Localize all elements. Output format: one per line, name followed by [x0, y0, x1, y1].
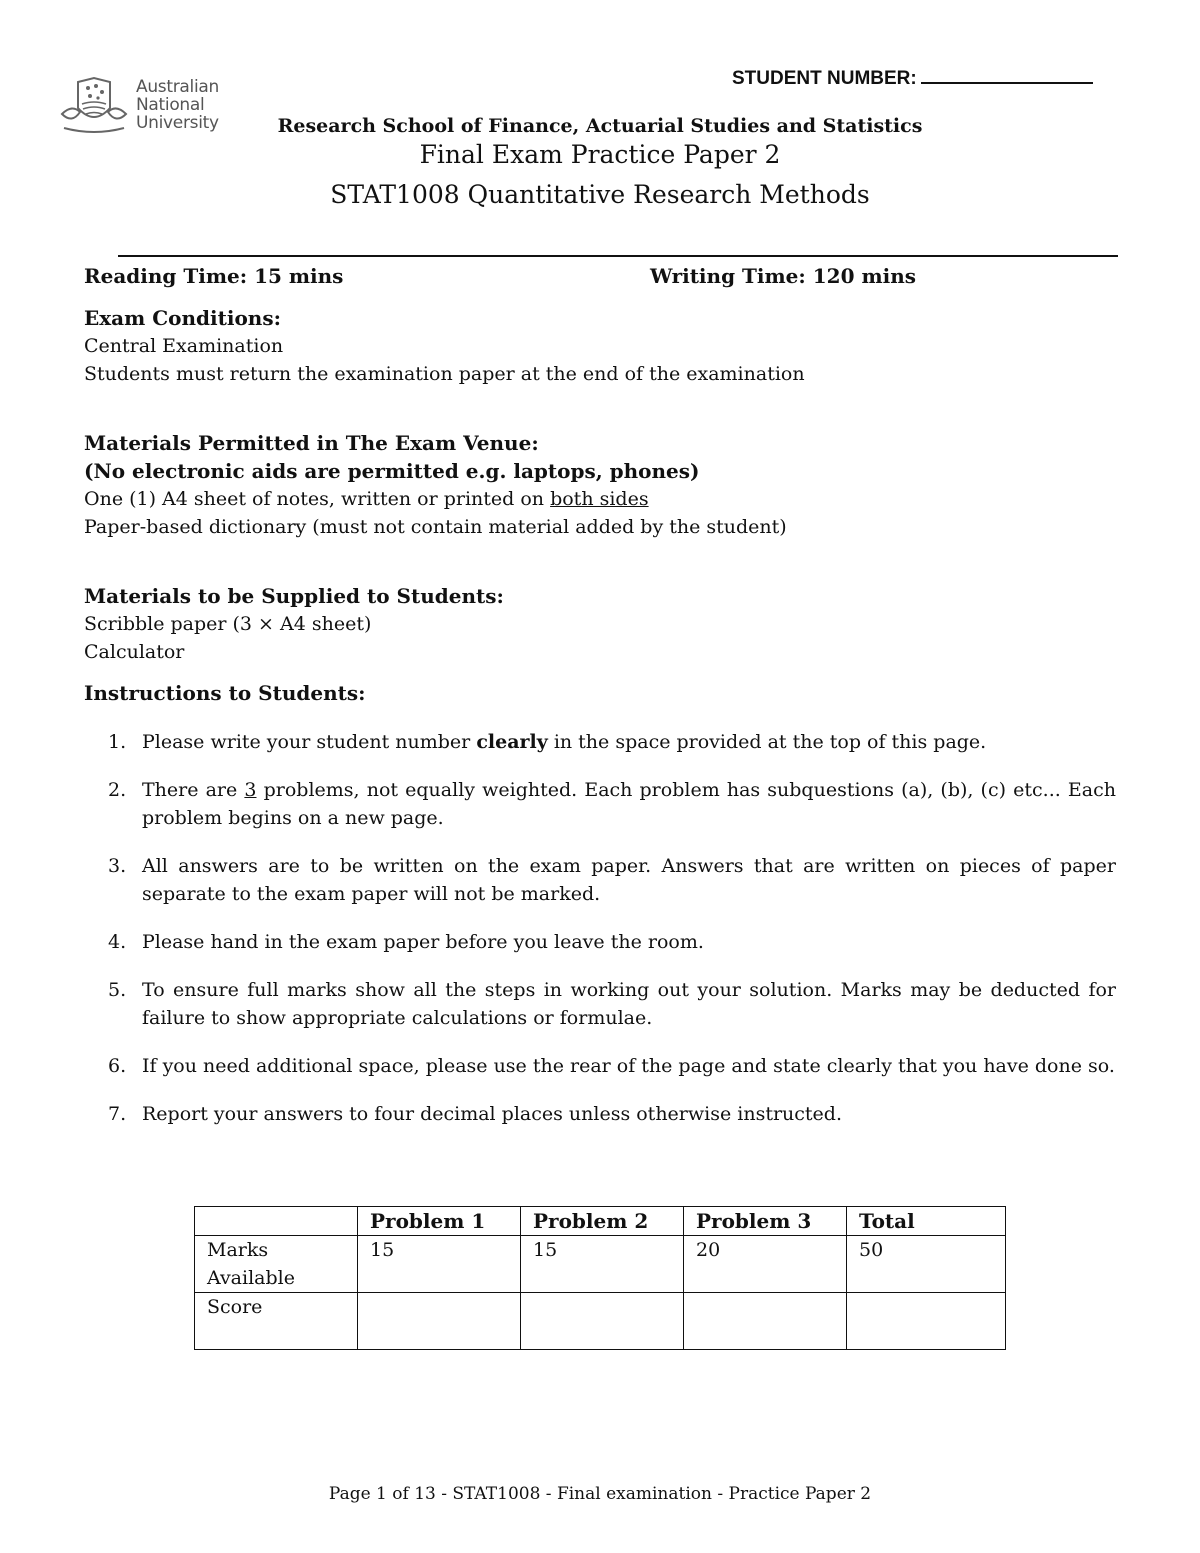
marks-table-header-row [195, 1207, 1006, 1236]
instruction-item [84, 776, 1116, 832]
instruction-item [84, 928, 1116, 956]
instruction-number: 5. [108, 979, 127, 1001]
instruction-text: Please write your student number [142, 731, 477, 753]
instruction-item [84, 852, 1116, 908]
permitted-notes-text: One (1) A4 sheet of notes, written or printed on [84, 488, 551, 510]
score-cell[interactable] [358, 1293, 521, 1350]
materials-supplied [84, 582, 1124, 666]
marks-table-header: Problem 2 [521, 1207, 684, 1236]
student-number-label: STUDENT NUMBER: [732, 68, 917, 89]
exam-times [84, 264, 1124, 288]
marks-table [194, 1206, 1006, 1350]
instructions-list [84, 728, 1116, 1148]
instruction-underlined: 3 [244, 779, 257, 801]
instruction-number: 7. [108, 1103, 127, 1125]
instructions-heading: Instructions to Students: [84, 681, 366, 705]
instruction-number: 1. [108, 731, 127, 753]
table-cell: 15 [358, 1236, 521, 1293]
instruction-text: problems, not equally weighted. Each problem has subquestions (a), (b), (c) etc... Each problem begins on a new page. [142, 779, 1116, 829]
exam-conditions-heading: Exam Conditions: [84, 306, 281, 330]
header-divider [118, 255, 1118, 257]
instruction-number: 4. [108, 931, 127, 953]
table-cell: 20 [684, 1236, 847, 1293]
writing-time: Writing Time: 120 mins [650, 264, 917, 288]
reading-time: Reading Time: 15 mins [84, 264, 344, 288]
instruction-text: Report your answers to four decimal places unless otherwise instructed. [142, 1103, 842, 1125]
student-number-blank[interactable] [921, 64, 1093, 84]
marks-table-header: Total [847, 1207, 1006, 1236]
table-cell: Marks Available [195, 1236, 358, 1293]
logo-line-3: University [136, 113, 219, 133]
instruction-item [84, 1052, 1116, 1080]
instructions-heading-wrap [84, 679, 1124, 707]
instruction-text: To ensure full marks show all the steps in working out your solution. Marks may be deducted for failure to show appropriate calculations or formulae. [142, 979, 1116, 1029]
instruction-item [84, 1100, 1116, 1128]
table-cell: 15 [521, 1236, 684, 1293]
materials-supplied-heading: Materials to be Supplied to Students: [84, 584, 504, 608]
logo-line-1: Australian [136, 77, 219, 97]
score-cell[interactable] [521, 1293, 684, 1350]
condition-line: Students must return the examination paper at the end of the examination [84, 363, 805, 385]
permitted-line-dictionary: Paper-based dictionary (must not contain material added by the student) [84, 516, 787, 538]
instruction-text: There are [142, 779, 245, 801]
condition-line: Central Examination [84, 335, 284, 357]
instruction-number: 2. [108, 779, 127, 801]
course-title: STAT1008 Quantitative Research Methods [330, 180, 870, 209]
supplied-line: Calculator [84, 641, 185, 663]
instruction-text: Please hand in the exam paper before you leave the room. [142, 931, 704, 953]
supplied-line: Scribble paper (3 × A4 sheet) [84, 613, 372, 635]
page-footer: Page 1 of 13 - STAT1008 - Final examination - Practice Paper 2 [328, 1484, 872, 1504]
marks-table-header: Problem 1 [358, 1207, 521, 1236]
instruction-item [84, 728, 1116, 756]
materials-permitted-subheading: (No electronic aids are permitted e.g. laptops, phones) [84, 459, 700, 483]
instruction-number: 3. [108, 855, 127, 877]
table-cell: Score [195, 1293, 358, 1350]
marks-table-header: Problem 3 [684, 1207, 847, 1236]
score-cell[interactable] [847, 1293, 1006, 1350]
permitted-notes-underlined: both sides [550, 488, 649, 510]
student-number-field [732, 64, 1093, 90]
instruction-number: 6. [108, 1055, 127, 1077]
score-cell[interactable] [684, 1293, 847, 1350]
instruction-text: in the space provided at the top of this page. [547, 731, 987, 753]
permitted-line-notes [84, 485, 1124, 513]
table-row [195, 1293, 1006, 1350]
exam-title: Final Exam Practice Paper 2 [419, 140, 781, 169]
table-row [195, 1236, 1006, 1293]
marks-table-header [195, 1207, 358, 1236]
exam-conditions [84, 304, 1124, 388]
instruction-text: All answers are to be written on the exam paper. Answers that are written on pieces of paper separate to the exam paper will not be marked. [142, 855, 1116, 905]
instruction-emphasis: clearly [476, 731, 548, 753]
logo-line-2: National [136, 95, 205, 115]
materials-permitted [84, 429, 1124, 541]
materials-permitted-heading: Materials Permitted in The Exam Venue: [84, 431, 539, 455]
table-cell: 50 [847, 1236, 1006, 1293]
instruction-text: If you need additional space, please use the rear of the page and state clearly that you have done so. [142, 1055, 1115, 1077]
school-name: Research School of Finance, Actuarial Studies and Statistics [277, 115, 923, 137]
instruction-item [84, 976, 1116, 1032]
